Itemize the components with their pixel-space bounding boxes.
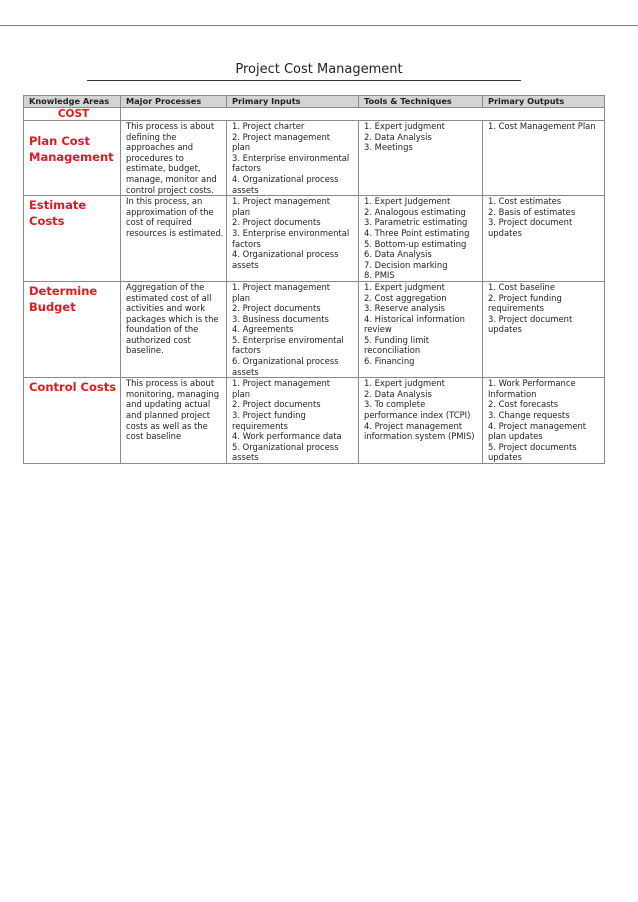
cell-line: and planned project — [126, 410, 211, 421]
cell-line: information system (PMIS) — [364, 431, 475, 442]
cell-line: updates — [488, 227, 522, 238]
cell-line: updates — [488, 324, 522, 335]
cost-management-table — [23, 95, 605, 464]
section-row — [24, 108, 605, 121]
cell-line: baseline. — [126, 345, 164, 356]
primary-inputs-cell — [227, 281, 359, 377]
cell-line: plan — [232, 388, 251, 399]
cell-line: plan — [232, 292, 251, 303]
knowledge-area-line: Budget — [29, 299, 76, 314]
cell-line: 4. Project management — [488, 420, 587, 431]
cell-line: 2. Analogous estimating — [364, 206, 466, 217]
cell-line: 7. Decision marking — [364, 259, 448, 270]
table-row — [24, 281, 605, 377]
header-knowledge-areas: Knowledge Areas — [24, 96, 121, 108]
knowledge-area-line: Estimate Costs — [29, 198, 87, 229]
cell-line: resources is estimated. — [126, 227, 224, 238]
cell-line: 5. Project documents — [488, 441, 577, 452]
cell-line: 1. Cost Management Plan — [488, 121, 596, 131]
cell-line: 2. Project documents — [232, 303, 321, 314]
cell-line: costs as well as the — [126, 420, 208, 431]
cell-line: review — [364, 324, 392, 335]
cell-line: approaches and — [126, 142, 194, 153]
cell-line: requirements — [488, 303, 545, 314]
cell-line: and updating actual — [126, 399, 211, 410]
cell-line: 6. Data Analysis — [364, 249, 432, 260]
cell-line: factors — [232, 163, 261, 174]
table-row — [24, 378, 605, 464]
major-process-cell — [121, 378, 227, 464]
cell-line: 3. Project funding — [232, 410, 306, 421]
cell-line: assets — [232, 184, 259, 195]
major-process-cell — [121, 196, 227, 282]
cell-line: requirements — [232, 420, 289, 431]
cell-line: updates — [488, 452, 522, 463]
page-top-rule — [0, 25, 638, 26]
cell-line: 1. Cost baseline — [488, 281, 556, 292]
cell-line: 2. Project funding — [488, 292, 562, 303]
major-process-cell — [121, 121, 227, 196]
knowledge-area-cell — [24, 281, 121, 377]
knowledge-area-line: Control Costs — [29, 380, 117, 395]
cell-line: 5. Enterprise enviromental — [232, 334, 344, 345]
primary-inputs-cell — [227, 196, 359, 282]
header-major-processes: Major Processes — [121, 96, 227, 108]
cell-line: 1. Cost estimates — [488, 196, 562, 207]
cell-line: authorized cost — [126, 334, 191, 345]
cell-line: This process is about — [126, 121, 215, 131]
knowledge-area-cell — [24, 121, 121, 196]
cell-line: 2. Cost aggregation — [364, 292, 447, 303]
cell-line: 1. Expert judgment — [364, 281, 445, 292]
cell-line: assets — [232, 366, 259, 377]
primary-outputs-cell — [483, 378, 605, 464]
cell-line: This process is about — [126, 378, 215, 389]
cell-line: defining the — [126, 131, 177, 142]
cell-line: 3. Enterprise environmental — [232, 152, 350, 163]
cell-line: 4. Organizational process — [232, 173, 339, 184]
cell-line: 2. Project management — [232, 131, 331, 142]
cell-line: 5. Organizational process — [232, 441, 339, 452]
cell-line: packages which is the — [126, 313, 219, 324]
cell-line: 1. Project management — [232, 281, 331, 292]
cell-line: 1. Expert judgment — [364, 378, 445, 389]
cell-line: factors — [232, 238, 261, 249]
cell-line: assets — [232, 259, 259, 270]
header-primary-inputs: Primary Inputs — [227, 96, 359, 108]
cell-line: 3. Reserve analysis — [364, 303, 445, 314]
primary-outputs-cell — [483, 281, 605, 377]
tools-techniques-cell — [359, 121, 483, 196]
cell-line: 1. Project management — [232, 378, 331, 389]
primary-outputs-cell — [483, 121, 605, 196]
cell-line: 4. Project management — [364, 420, 463, 431]
cell-line: 3. To complete — [364, 399, 426, 410]
section-row-filler — [121, 108, 605, 121]
table-row — [24, 121, 605, 196]
cell-line: 6. Organizational process — [232, 356, 339, 367]
header-primary-outputs: Primary Outputs — [483, 96, 605, 108]
document-title: Project Cost Management — [235, 62, 403, 77]
cell-line: 4. Organizational process — [232, 249, 339, 260]
cell-line: control project costs. — [126, 184, 214, 195]
cell-line: 5. Bottom-up estimating — [364, 238, 467, 249]
cell-line: activities and work — [126, 303, 206, 314]
section-label: COST — [24, 108, 121, 121]
cell-line: cost of required — [126, 217, 192, 228]
cell-line: Aggregation of the — [126, 281, 205, 292]
cell-line: procedures to — [126, 152, 184, 163]
primary-outputs-cell — [483, 196, 605, 282]
cell-line: 3. Meetings — [364, 142, 413, 153]
knowledge-area-cell — [24, 378, 121, 464]
cell-line: monitoring, managing — [126, 388, 220, 399]
cell-line: cost baseline — [126, 431, 182, 442]
knowledge-area-line: Management — [29, 150, 114, 164]
cell-line: assets — [232, 452, 259, 463]
major-process-cell — [121, 281, 227, 377]
knowledge-area-cell — [24, 196, 121, 282]
header-tools-techniques: Tools & Techniques — [359, 96, 483, 108]
cell-line: factors — [232, 345, 261, 356]
cell-line: plan — [232, 206, 251, 217]
cell-line: 1. Project charter — [232, 121, 305, 131]
cell-line: 1. Expert judgment — [364, 121, 445, 131]
cell-line: 5. Funding limit — [364, 334, 429, 345]
cell-line: 8. PMIS — [364, 270, 395, 281]
primary-inputs-cell — [227, 378, 359, 464]
cell-line: 4. Three Point estimating — [364, 227, 470, 238]
cell-line: 3. Business documents — [232, 313, 329, 324]
knowledge-area-line: Determine — [29, 283, 98, 298]
cell-line: 3. Project document — [488, 313, 573, 324]
cell-line: 1. Project management — [232, 196, 331, 207]
cell-line: 4. Agreements — [232, 324, 294, 335]
tools-techniques-cell — [359, 378, 483, 464]
cell-line: reconciliation — [364, 345, 421, 356]
table-row — [24, 196, 605, 282]
cell-line: approximation of the — [126, 206, 214, 217]
primary-inputs-cell — [227, 121, 359, 196]
tools-techniques-cell — [359, 281, 483, 377]
cell-line: 4. Historical information — [364, 313, 465, 324]
cell-line: estimate, budget, — [126, 163, 201, 174]
cell-line: In this process, an — [126, 196, 203, 207]
title-underline — [87, 80, 521, 81]
cell-line: 6. Financing — [364, 356, 415, 367]
cell-line: 2. Data Analysis — [364, 388, 432, 399]
cell-line: performance index (TCPI) — [364, 410, 471, 421]
cell-line: plan — [232, 142, 251, 153]
cell-line: 3. Parametric estimating — [364, 217, 468, 228]
cell-line: 2. Cost forecasts — [488, 399, 559, 410]
cell-line: Information — [488, 388, 537, 399]
cell-line: manage, monitor and — [126, 173, 217, 184]
cell-line: estimated cost of all — [126, 292, 212, 303]
cell-line: 4. Work performance data — [232, 431, 342, 442]
cell-line: 2. Data Analysis — [364, 131, 432, 142]
cell-line: 3. Enterprise environmental — [232, 227, 350, 238]
tools-techniques-cell — [359, 196, 483, 282]
cell-line: 2. Project documents — [232, 399, 321, 410]
cell-line: plan updates — [488, 431, 543, 442]
cell-line: foundation of the — [126, 324, 199, 335]
cell-line: 3. Change requests — [488, 410, 570, 421]
cell-line: 1. Work Performance — [488, 378, 576, 389]
table-header-row — [24, 96, 605, 108]
cell-line: 2. Basis of estimates — [488, 206, 576, 217]
knowledge-area-line: Plan Cost — [29, 134, 91, 148]
cell-line: 3. Project document — [488, 217, 573, 228]
cell-line: 2. Project documents — [232, 217, 321, 228]
cell-line: 1. Expert Judgement — [364, 196, 451, 207]
